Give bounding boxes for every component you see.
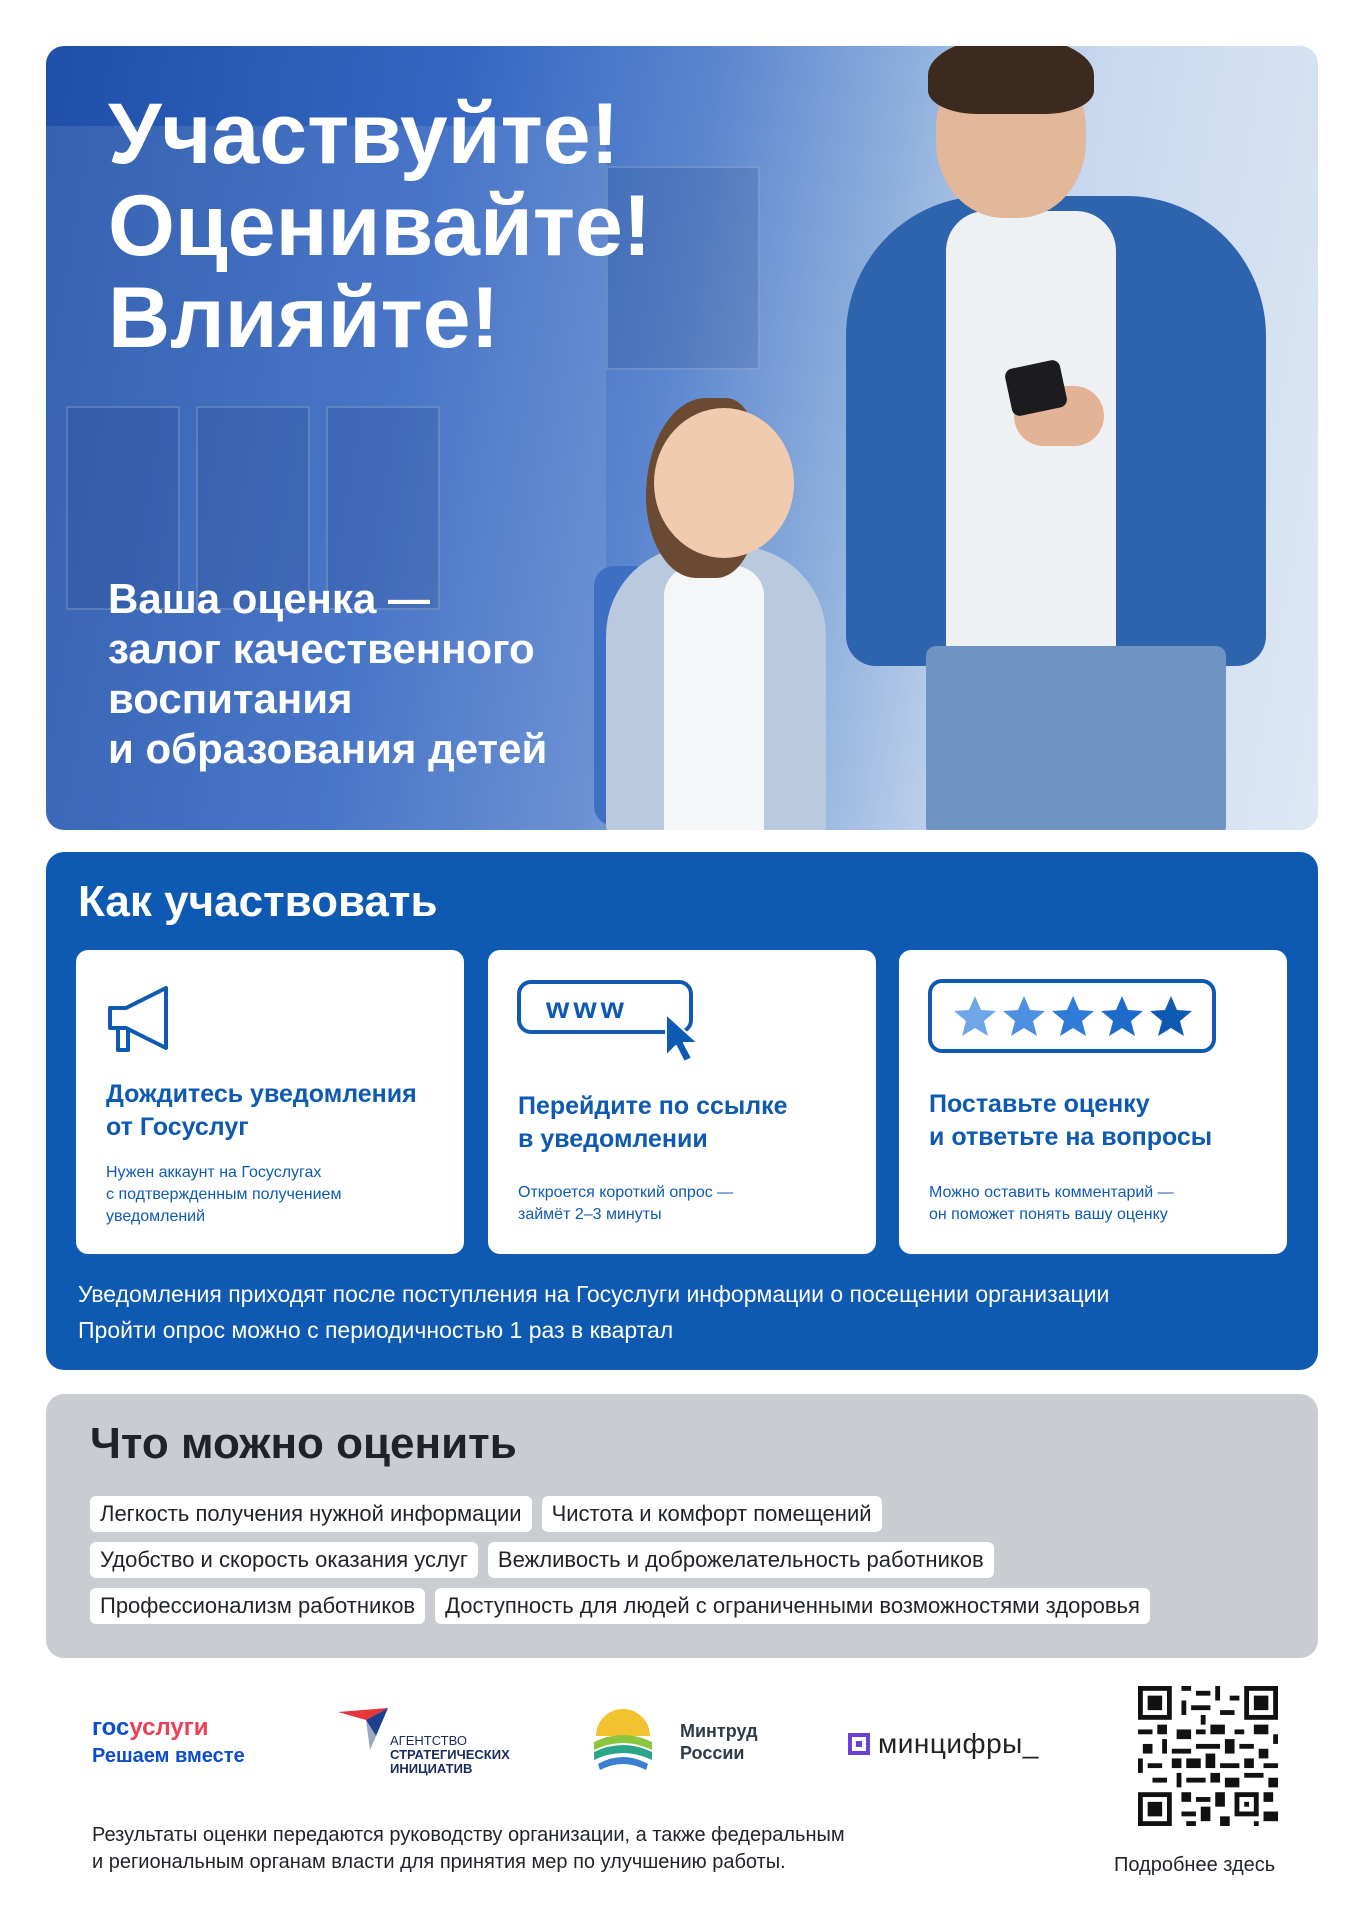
- disclaimer: [92, 1822, 1052, 1876]
- criterion-tag: Доступность для людей с ограниченными возможностями здоровья: [435, 1588, 1150, 1624]
- step-title: [106, 1078, 451, 1144]
- hero-banner: [46, 46, 1318, 830]
- criteria-row: [90, 1496, 882, 1532]
- girl-face: [654, 408, 794, 558]
- step-note-line: Можно оставить комментарий —: [929, 1184, 1174, 1201]
- hero-title-line: Оценивайте!: [108, 178, 652, 274]
- criteria-row: [90, 1588, 1150, 1624]
- www-link-icon: [516, 978, 706, 1068]
- step-note-line: Нужен аккаунт на Госуслугах: [106, 1164, 322, 1181]
- step-card-link: [488, 950, 876, 1254]
- step-title-line: Перейдите по ссылке: [518, 1092, 788, 1120]
- criteria-row: [90, 1542, 994, 1578]
- hero-title: [108, 88, 651, 364]
- qr-caption: Подробнее здесь: [1114, 1854, 1276, 1876]
- hero-subtitle-line: и образования детей: [108, 725, 548, 772]
- criterion-tag: Чистота и комфорт помещений: [542, 1496, 882, 1532]
- how-to-participate-section: [46, 852, 1318, 1370]
- section-title: Что можно оценить: [90, 1419, 517, 1468]
- asi-name-line: СТРАТЕГИЧЕСКИХ: [390, 1747, 510, 1762]
- info-line: Пройти опрос можно с периодичностью 1 раз в квартал: [78, 1317, 674, 1343]
- criterion-tag: Профессионализм работников: [90, 1588, 425, 1624]
- gosuslugi-logo: [92, 1714, 245, 1770]
- man-hair: [928, 46, 1094, 114]
- step-note: [929, 1182, 1274, 1226]
- asi-logo: [336, 1706, 526, 1776]
- step-note-line: с подтвержденным получением: [106, 1186, 342, 1203]
- five-stars-icon: [927, 978, 1217, 1058]
- mincifry-wordmark: минцифры_: [878, 1728, 1039, 1759]
- step-note: [106, 1162, 451, 1228]
- mintrud-name-line: Минтруд: [680, 1721, 758, 1741]
- section-title: Как участвовать: [78, 877, 438, 926]
- megaphone-icon: [104, 978, 184, 1058]
- hero-title-line: Влияйте!: [108, 270, 500, 366]
- disclaimer-line: и региональным органам власти для принятия мер по улучшению работы.: [92, 1851, 786, 1873]
- hero-subtitle-line: Ваша оценка —: [108, 575, 430, 622]
- step-note: [518, 1182, 863, 1226]
- gosuslugi-part: гос: [92, 1714, 130, 1741]
- asi-name-line: ИНИЦИАТИВ: [390, 1761, 473, 1776]
- step-title-line: от Госуслуг: [106, 1113, 249, 1141]
- info-line: Уведомления приходят после поступления на Госуслуги информации о посещении организации: [78, 1281, 1110, 1307]
- disclaimer-line: Результаты оценки передаются руководству организации, а также федеральным: [92, 1824, 845, 1846]
- step-note-line: он поможет понять вашу оценку: [929, 1206, 1168, 1223]
- gosuslugi-part: услуги: [129, 1714, 209, 1741]
- gosuslugi-tagline: Решаем вместе: [92, 1745, 245, 1767]
- step-note-line: уведомлений: [106, 1208, 206, 1225]
- step-title-line: в уведомлении: [518, 1125, 708, 1153]
- hero-title-line: Участвуйте!: [108, 86, 620, 182]
- hero-subtitle-line: воспитания: [108, 675, 353, 722]
- hero-subtitle: [108, 574, 708, 774]
- www-text: www: [546, 992, 629, 1025]
- step-title-line: и ответьте на вопросы: [929, 1123, 1213, 1151]
- mintrud-emblem-icon: [590, 1706, 656, 1776]
- mincifry-logo: [848, 1728, 1039, 1760]
- mintrud-logo: [590, 1706, 790, 1776]
- step-title-line: Дождитесь уведомления: [106, 1080, 417, 1108]
- asi-arrow-icon: [336, 1706, 396, 1756]
- step-note-line: Откроется короткий опрос —: [518, 1184, 734, 1201]
- man-jeans: [926, 646, 1226, 830]
- asi-name-line: АГЕНТСТВО: [390, 1733, 467, 1748]
- step-title: [929, 1088, 1274, 1154]
- criterion-tag: Легкость получения нужной информации: [90, 1496, 532, 1532]
- step-note-line: займёт 2–3 минуты: [518, 1206, 662, 1223]
- mincifry-mark-icon: [848, 1733, 870, 1755]
- notification-info: [78, 1276, 1109, 1348]
- criterion-tag: Удобство и скорость оказания услуг: [90, 1542, 478, 1578]
- qr-code[interactable]: [1138, 1686, 1278, 1826]
- step-card-notification: [76, 950, 464, 1254]
- asi-name: [390, 1734, 510, 1776]
- criterion-tag: Вежливость и доброжелательность работников: [488, 1542, 994, 1578]
- step-card-rating: [899, 950, 1287, 1254]
- step-title: [518, 1090, 863, 1156]
- mintrud-name: [680, 1720, 758, 1764]
- mintrud-name-line: России: [680, 1743, 745, 1763]
- what-can-be-rated-section: [46, 1394, 1318, 1658]
- gosuslugi-wordmark: [92, 1714, 245, 1742]
- step-title-line: Поставьте оценку: [929, 1090, 1150, 1118]
- hero-subtitle-line: залог качественного: [108, 625, 535, 672]
